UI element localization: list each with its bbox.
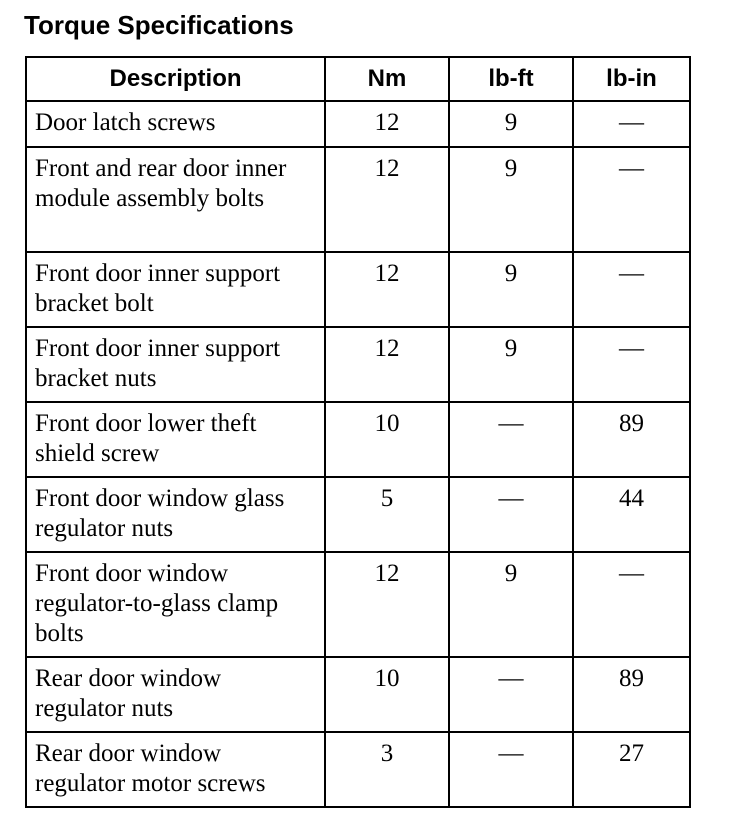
cell-lbft: 9 bbox=[449, 101, 573, 147]
table-row bbox=[26, 252, 690, 327]
cell-nm: 10 bbox=[325, 402, 449, 477]
cell-lbin: 89 bbox=[573, 402, 690, 477]
table-row bbox=[26, 101, 690, 147]
cell-lbin: — bbox=[573, 147, 690, 252]
cell-description: Rear door window regulator motor screws bbox=[26, 732, 325, 807]
cell-nm: 12 bbox=[325, 252, 449, 327]
page-title: Torque Specifications bbox=[24, 10, 294, 40]
table-row bbox=[26, 147, 690, 252]
column-header-lbft: lb-ft bbox=[449, 57, 573, 101]
cell-description: Front door inner support bracket nuts bbox=[26, 327, 325, 402]
cell-description: Front door window regulator-to-glass clamp bolts bbox=[26, 552, 325, 657]
cell-nm: 12 bbox=[325, 327, 449, 402]
cell-lbin: — bbox=[573, 552, 690, 657]
table-row bbox=[26, 327, 690, 402]
torque-spec-table bbox=[25, 56, 691, 808]
cell-lbin: — bbox=[573, 252, 690, 327]
cell-lbft: 9 bbox=[449, 552, 573, 657]
cell-description: Front door lower theft shield screw bbox=[26, 402, 325, 477]
column-header-description: Description bbox=[26, 57, 325, 101]
cell-description: Rear door window regulator nuts bbox=[26, 657, 325, 732]
table-row bbox=[26, 402, 690, 477]
cell-lbft: 9 bbox=[449, 252, 573, 327]
cell-nm: 12 bbox=[325, 552, 449, 657]
table-row bbox=[26, 477, 690, 552]
cell-lbft: — bbox=[449, 732, 573, 807]
cell-nm: 10 bbox=[325, 657, 449, 732]
cell-nm: 12 bbox=[325, 147, 449, 252]
cell-lbft: — bbox=[449, 657, 573, 732]
column-header-lbin: lb-in bbox=[573, 57, 690, 101]
cell-lbft: — bbox=[449, 477, 573, 552]
cell-lbft: 9 bbox=[449, 327, 573, 402]
column-header-nm: Nm bbox=[325, 57, 449, 101]
cell-nm: 5 bbox=[325, 477, 449, 552]
cell-lbin: 89 bbox=[573, 657, 690, 732]
cell-description: Front door inner support bracket bolt bbox=[26, 252, 325, 327]
table-header-row bbox=[26, 57, 690, 101]
cell-lbin: — bbox=[573, 101, 690, 147]
cell-nm: 3 bbox=[325, 732, 449, 807]
cell-description: Door latch screws bbox=[26, 101, 325, 147]
table-row bbox=[26, 732, 690, 807]
table-row bbox=[26, 657, 690, 732]
cell-lbin: — bbox=[573, 327, 690, 402]
cell-lbft: 9 bbox=[449, 147, 573, 252]
cell-description: Front door window glass regulator nuts bbox=[26, 477, 325, 552]
cell-lbft: — bbox=[449, 402, 573, 477]
cell-description: Front and rear door inner module assembly bolts bbox=[26, 147, 325, 252]
cell-lbin: 44 bbox=[573, 477, 690, 552]
cell-nm: 12 bbox=[325, 101, 449, 147]
cell-lbin: 27 bbox=[573, 732, 690, 807]
table-row bbox=[26, 552, 690, 657]
